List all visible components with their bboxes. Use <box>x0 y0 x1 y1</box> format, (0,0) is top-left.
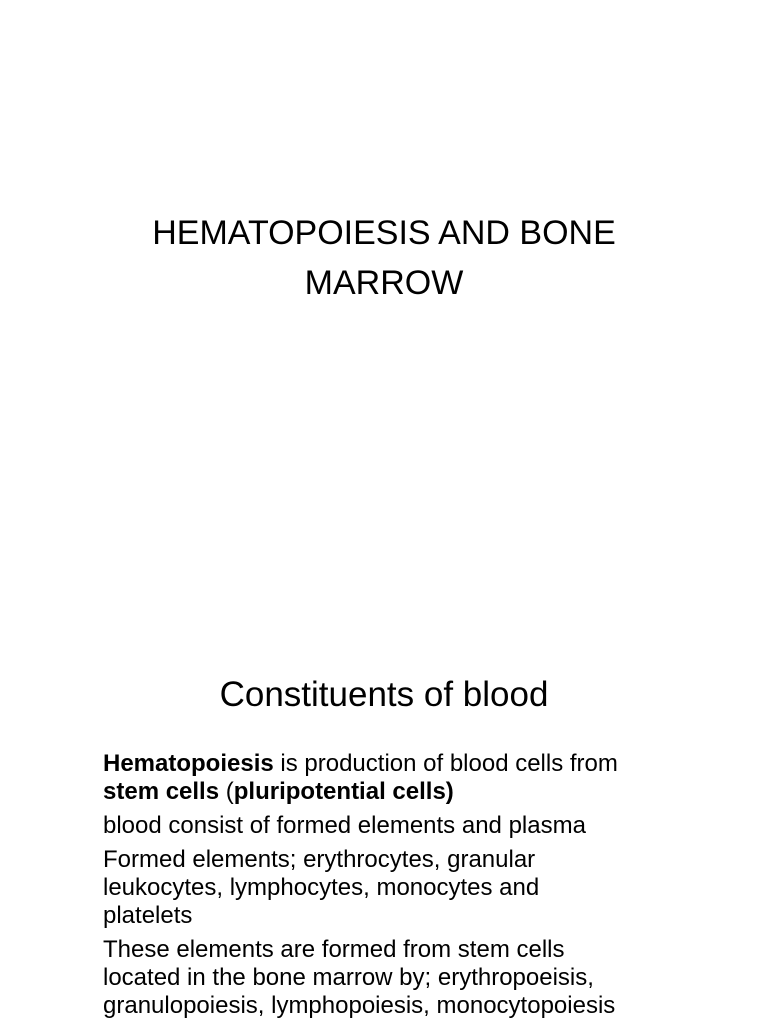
stem-cells-location-line-2: located in the bone marrow by; erythropoeisis, <box>103 964 594 991</box>
slide-1-title <box>84 208 684 308</box>
paragraph-hematopoiesis <box>103 750 743 806</box>
paragraph-stem-cells-location <box>103 936 743 1020</box>
slide-2-body <box>103 750 743 1024</box>
term-pluripotential-cells: pluripotential cells) <box>233 778 454 805</box>
term-hematopoiesis: Hematopoiesis <box>103 750 274 777</box>
slide-2-title: Constituents of blood <box>219 675 549 714</box>
slide-1-title-line-2: MARROW <box>304 264 464 302</box>
open-paren: ( <box>219 778 234 805</box>
formed-elements-line-2: leukocytes, lymphocytes, monocytes and <box>103 874 540 901</box>
paragraph-blood-consist: blood consist of formed elements and plasma <box>103 812 586 839</box>
stem-cells-location-line-3: granulopoiesis, lymphopoiesis, monocytopoiesis <box>103 992 616 1019</box>
formed-elements-line-1: Formed elements; erythrocytes, granular <box>103 846 536 873</box>
slide-1-title-line-1: HEMATOPOIESIS AND BONE <box>152 214 616 252</box>
term-stem-cells: stem cells <box>103 778 220 805</box>
paragraph-hematopoiesis-text: is production of blood cells from <box>273 750 618 777</box>
slide-2 <box>0 512 768 1024</box>
paragraph-formed-elements <box>103 846 743 930</box>
formed-elements-line-3: platelets <box>103 902 193 929</box>
stem-cells-location-line-1: These elements are formed from stem cells <box>103 936 565 963</box>
